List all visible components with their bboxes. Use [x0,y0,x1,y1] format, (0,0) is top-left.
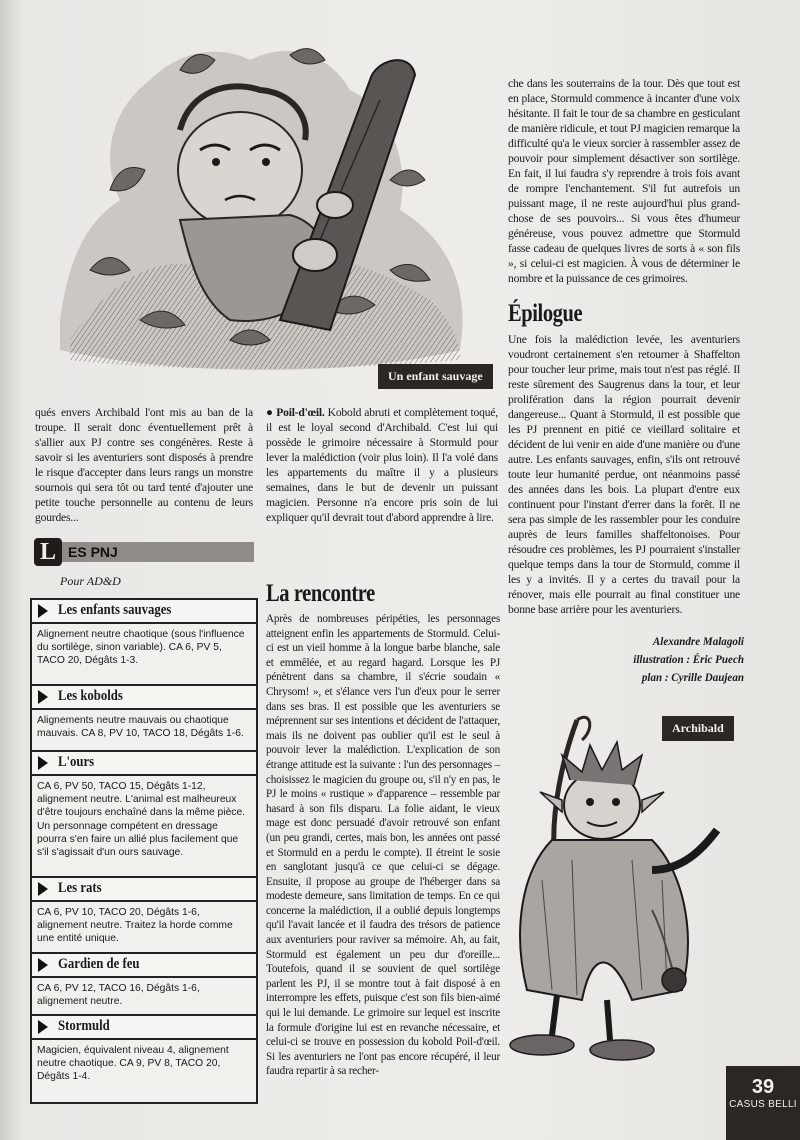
credit-illustration: illustration : Éric Puech [633,652,744,666]
pnj-entry-stats: Alignement neutre chaotique (sous l'influence du sortilège, sinon variable). CA 6, PV 5, TACO 20, Dégâts 1-3. [37,629,245,667]
pnj-entry-rats [32,876,256,950]
credit-author: Alexandre Malagoli [652,634,744,648]
poil-doeil-paragraph [266,405,498,525]
triangle-bullet-icon [38,882,48,896]
triangle-bullet-icon [38,958,48,972]
pnj-entry-stats: Magicien, équivalent niveau 4, alignement neutre chaotique. CA 9, PV 8, TACO 20, Dégâts 1-4. [37,1045,229,1083]
pnj-entry-name: Les kobolds [58,688,123,704]
pnj-entry-stats: Alignements neutre mauvais ou chaotique mauvais. CA 8, PV 10, TACO 18, Dégâts 1-6. [37,715,244,740]
pnj-stats-box [30,598,258,1104]
pnj-entry-header [32,1014,256,1040]
pnj-entry-kobolds [32,684,256,744]
pnj-entry-enfants [32,600,256,672]
intro-continuation-text: qués envers Archibald l'ont mis au ban de la troupe. Il serait donc éventuellement prêt à s'allier aux PJ contre ses congénères. Reste à savoir si les aventuriers sont disposés à prendre le risque d'accepter dans leurs rangs un monstre sournois qui sera tôt ou tard tenté d'ajouter une petite touche personnelle au contenu de leurs gourdes... [35,406,253,524]
poil-doeil-column [266,405,498,525]
poil-doeil-text: Kobold abruti et complètement toqué, il est le loyal second d'Archibald. C'est lui qui possède le grimoire nécessaire à Stormuld pour lever la malédiction (voir plus loin). Il l'a volé dans les appartements du maître il y a plusieurs semaines, dans le but de devenir un puissant magicien. Personne n'a encore pris soin de lui expliquer qu'il devrait tout d'abord apprendre à lire. [266,406,498,524]
pnj-subtitle: Pour AD&D [60,574,121,588]
pnj-entry-stats: CA 6, PV 10, TACO 20, Dégâts 1-6, alignement neutre. Traitez la horde comme une entité unique. [37,907,233,945]
triangle-bullet-icon [38,756,48,770]
right-continuation-text: che dans les souterrains de la tour. Dès que tout est en place, Stormuld commence à incanter d'une voix hésitante. Il fait le tour de sa chambre en gesticulant de manière ridicule, et tout PJ magicien remarque la difficulté qu'a le vieux sorcier à rassembler assez de pouvoir pour simplement désactiver son sortilège. En fait, il lui faudra s'y reprendre à trois fois avant de rompre l'enchantement. S'il fut autrefois un puissant mage, il ne reste aujourd'hui plus grand-chose de ses pouvoirs... Si vous êtes d'humeur généreuse, vous pouvez admettre que Stormuld fasse cadeau de quelques livres de sorts à « son fils », si celui-ci est magicien. À vous de déterminer le nombre et la puissance de ces grimoires. [508,77,740,285]
pnj-drop-letter: L [34,538,62,566]
triangle-bullet-icon [38,1020,48,1034]
rencontre-heading: La rencontre [266,580,375,607]
pnj-entry-name: Les rats [58,880,102,896]
pnj-entry-stats: CA 6, PV 12, TACO 16, Dégâts 1-6, alignement neutre. [37,983,200,1008]
rencontre-text: Après de nombreuses péripéties, les personnages atteignent enfin les appartements de Stormuld. Celui-ci est un vieil homme à la longue barbe blanche, sale et emmêlée, et au regard hagard. Lorsque les PJ pénètrent dans sa chambre, il s'écrie soudain « Chrysom! », et s'élance vers l'un d'eux pour le serrer dans ses bras. Il est possible que les aventuriers se méprennent sur ses intentions et décident de l'attaquer, mais ils ne doivent pas oublier qu'il est le seul à pouvoir lever la malédiction. L'explication de son étrange attitude est la suivante : l'un des personnages – choisissez le magicien du groupe ou, s'il n'y en pas, le PJ le moins « rustique » d'apparence – ressemble par hasard à son fils disparu. La folie aidant, le vieux mage est donc persuadé d'avoir retrouvé son enfant (un peu grandi, certes, mais bon, les années ont passé et Stormuld en a perdu le compte). Il étreint le sosie en sanglotant jusqu'à ce que celui-ci se dégage. Ensuite, il propose au groupe de l'héberger dans sa modeste demeure, sans limitation de temps. En ce qui concerne la malédiction, il a oublié depuis longtemps qu'il l'avait lancée et il faudra des trésors de patience aux aventuriers pour raviver sa mémoire. Ah, au fait, Stormuld est également un peu dur d'oreille... Toutefois, quand il se souvient de quel sortilège parlent les PJ, il se montre tout à fait disposé à en interrompre les effets, puisque c'est son fils bien-aimé qui le lui demande. Le grimoire sur lequel est inscrite la formule d'origine lui est en revanche nécessaire, et celui-ci se trouve en possession du kobold Poil-d'œil. Si les aventuriers ne l'ont pas encore récupéré, il leur faudra repartir à sa recher- [266,613,500,1078]
article-credits [560,632,744,686]
pnj-section-header [34,538,254,566]
illustration-caption-top: Un enfant sauvage [378,364,493,389]
rencontre-column [266,580,500,1079]
wild-child-illustration [30,20,505,390]
epilogue-text: Une fois la malédiction levée, les aventuriers voudront certainement s'en retourner à Shaffelton pour toucher leur prime, mais tout n'est pas réglé. Il reste sûrement des Saugrenus dans la tour, et leur prolifération dans la région pourrait devenir dangereuse... Quant à Stormuld, il est possible que les PJ prennent en pitié ce vieillard solitaire et décident de lui venir en aide d'une manière ou d'une autre. Les enfants sauvages, enfin, s'ils ont retrouvé toute leur humanité perdue, ont néanmoins passé des années dans les bois. La plupart d'entre eux continuent pour l'instant d'errer dans la forêt. Il ne sera pas simple de les rassembler pour les conduire auprès de leurs familles shaffeltonoises. Pour résoudre ces problèmes, les PJ pourraient s'installer quelque temps dans la tour de Stormuld, comme il les y a invités. Il y a certes du travail pour la rénover, mais elle pourrait au final constituer une bonne base arrière pour les aventuriers. [508,333,740,616]
magazine-name: CASUS BELLI [729,1099,797,1110]
poil-doeil-name: Poil-d'œil. [276,406,325,419]
pnj-entry-ours [32,750,256,863]
poil-doeil-bullet: ● [266,406,274,419]
pnj-entry-stats: CA 6, PV 50, TACO 15, Dégâts 1-12, alignement neutre. L'animal est malheureux d'être toujours enchaîné dans la même pièce. Un personnage compétent en dressage pourra s'en faire un allié plus facilement que s'il s'agissait d'un ours sauvage. [37,781,246,859]
pnj-entry-header [32,750,256,776]
page-number-block [726,1066,800,1140]
pnj-entry-name: Stormuld [58,1018,110,1034]
page-number: 39 [751,1076,775,1098]
credit-plan: plan : Cyrille Daujean [641,670,744,684]
pnj-entry-gardien [32,952,256,1012]
pnj-entry-header [32,876,256,902]
pnj-entry-stormuld [32,1014,256,1088]
pnj-entry-name: L'ours [58,754,95,770]
pnj-title: ES PNJ [68,544,118,560]
triangle-bullet-icon [38,604,48,618]
intro-continuation-column [35,405,253,525]
right-column [508,76,740,617]
pnj-entry-name: Les enfants sauvages [58,602,172,618]
pnj-entry-header [32,952,256,978]
pnj-entry-name: Gardien de feu [58,956,140,972]
triangle-bullet-icon [38,690,48,704]
epilogue-heading: Épilogue [508,300,583,327]
pnj-entry-header [32,684,256,710]
illustration-caption-bottom: Archibald [662,716,734,741]
archibald-illustration [482,700,782,1078]
pnj-entry-header [32,600,256,624]
